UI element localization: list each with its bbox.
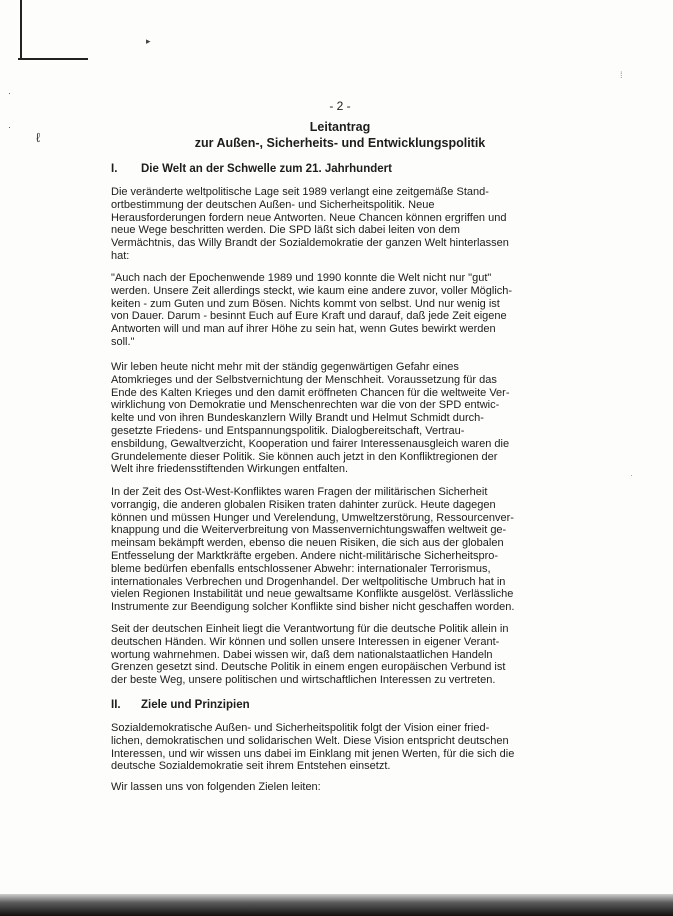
text-line: Grenzen gesetzt sind. Deutsche Politik in einem engen europäischen Verbund ist — [111, 661, 506, 674]
paragraph-2-quote — [111, 272, 529, 349]
text-line: gesetzte Friedens- und Entspannungspolitik. Dialogbereitschaft, Vertrau- — [111, 424, 465, 437]
text-line: kelte und von ihren Bundeskanzlern Willy Brandt und Helmut Schmidt durch- — [111, 412, 484, 425]
text-line: knappung und die Weiterverbreitung von Massenvernichtungswaffen weltweit ge- — [111, 524, 507, 537]
text-line: der beste Weg, unsere politischen und wirtschaftlichen Interessen zu vertreten. — [111, 674, 496, 687]
text-line: Interessen, und wir wissen uns dabei im Einklang mit jenen Werten, für die sich die — [111, 747, 515, 760]
document-title — [160, 119, 520, 151]
text-line: Seit der deutschen Einheit liegt die Verantwortung für die deutsche Politik allein in — [111, 623, 509, 635]
title-line-2: zur Außen-, Sicherheits- und Entwicklungspolitik — [194, 136, 486, 150]
text-line: meinsam bekämpft werden, ebenso die neuen Risiken, die sich aus der globalen — [111, 537, 504, 550]
text-line: neue Wege beschritten werden. Die SPD läßt sich dabei leiten von dem — [111, 224, 460, 237]
section-number: I. — [111, 163, 118, 175]
title-line-1: Leitantrag — [309, 120, 371, 134]
scan-speck: ▸ — [146, 36, 151, 46]
paragraph-5 — [111, 623, 529, 687]
text-line: Ende des Kalten Krieges und den damit eröffneten Chancen für die weltweite Ver- — [111, 386, 510, 399]
text-line: Antworten will und man auf ihrer Höhe zu sein hat, wenn Gutes bewirkt werden — [111, 323, 496, 336]
text-line: keiten - zum Guten und zum Bösen. Nichts kommt von selbst. Und nur wenig ist — [111, 297, 500, 310]
text-line: von Dauer. Darum - besinnt Euch auf Eure Kraft und darauf, daß jede Zeit eigene — [111, 310, 507, 323]
scan-speck: ℓ — [36, 130, 41, 145]
text-line: Sozialdemokratische Außen- und Sicherheitspolitik folgt der Vision einer fried- — [111, 722, 490, 734]
text-line: ensbildung, Gewaltverzicht, Kooperation und fairer Interessenausgleich waren die — [111, 437, 510, 450]
paragraph-1 — [111, 186, 529, 263]
paragraph-3 — [111, 361, 529, 476]
scan-speck: · — [8, 88, 11, 98]
text-line: wortung wahrnehmen. Dabei wissen wir, daß dem nationalstaatlichen Handeln — [111, 648, 493, 661]
text-line: internationales Verbrechen und Drogenhandel. Der weltpolitische Umbruch hat in — [111, 575, 506, 588]
scan-speck: · — [8, 122, 11, 132]
text-line: Vermächtnis, das Willy Brandt der Sozialdemokratie der ganzen Welt hinterlassen — [111, 237, 509, 250]
text-line: deutsche Sozialdemokratie seit ihrem Entstehen einsetzt. — [111, 760, 391, 773]
text-line: In der Zeit des Ost-West-Konfliktes waren Fragen der militärischen Sicherheit — [111, 486, 488, 498]
scan-speck: ⁞ — [620, 70, 623, 80]
text-line: "Auch nach der Epochenwende 1989 und 1990 konnte die Welt nicht nur "gut" — [111, 272, 492, 284]
scan-border-mark — [0, 0, 22, 60]
text-line: Grundelemente dieser Politik. Sie können auch jetzt in den Konfliktregionen der — [111, 450, 498, 463]
section-title: Ziele und Prinzipien — [141, 699, 250, 711]
section-number: II. — [111, 699, 121, 711]
paragraph-4 — [111, 486, 529, 614]
text-line: ortbestimmung der deutschen Außen- und Sicherheitspolitik. Neue — [111, 198, 435, 211]
text-line: deutschen Händen. Wir können und sollen unsere Interessen in eigener Verant- — [111, 635, 500, 648]
text-line: Instrumente zur Beendigung solcher Konflikte sind bisher nicht geschaffen worden. — [111, 601, 515, 614]
text-line: Entfesselung der Marktkräfte ergeben. Andere nicht-militärische Sicherheitspro- — [111, 549, 499, 562]
text-line: Atomkrieges und der Selbstvernichtung der Menschheit. Voraussetzung für das — [111, 373, 497, 386]
text-line: hat: — [111, 249, 130, 262]
paragraph-7 — [111, 781, 529, 794]
text-line: werden. Unsere Zeit allerdings steckt, wie kaum eine andere zuvor, voller Möglich- — [111, 284, 513, 297]
paragraph-6 — [111, 722, 529, 773]
section-heading-1 — [111, 163, 392, 175]
scan-border-line — [18, 58, 88, 60]
text-line: lichen, demokratischen und solidarischen Welt. Diese Vision entspricht deutschen — [111, 734, 509, 747]
text-line: bleme bedürfen ebenfalls entschlossener Abwehr: internationaler Terrorismus, — [111, 562, 491, 575]
page-number: - 2 - — [329, 99, 351, 113]
text-line: Wir lassen uns von folgenden Zielen leiten: — [111, 781, 321, 793]
scan-bottom-edge — [0, 894, 673, 916]
text-line: soll." — [111, 335, 135, 348]
section-heading-2 — [111, 699, 250, 711]
section-title: Die Welt an der Schwelle zum 21. Jahrhundert — [141, 163, 392, 175]
text-line: Die veränderte weltpolitische Lage seit 1989 verlangt eine zeitgemäße Stand- — [111, 186, 489, 198]
text-line: Wir leben heute nicht mehr mit der ständig gegenwärtigen Gefahr eines — [111, 361, 459, 373]
text-line: vorrangig, die anderen globalen Risiken traten dahinter zurück. Heute dagegen — [111, 498, 496, 511]
text-line: vielen Regionen Instabilität und neue gewaltsame Konflikte ausgelöst. Verlässliche — [111, 588, 514, 601]
text-line: können und müssen Hunger und Verelendung, Umweltzerstörung, Ressourcenver- — [111, 511, 514, 524]
text-line: wirklichung von Demokratie und Menschenrechten war die von der SPD entwic- — [111, 399, 500, 412]
scan-speck: · — [630, 470, 633, 480]
text-line: Herausforderungen fordern neue Antworten. Neue Chancen können ergriffen und — [111, 211, 507, 224]
text-line: Welt ihre friedensstiftenden Wirkungen entfalten. — [111, 463, 349, 476]
